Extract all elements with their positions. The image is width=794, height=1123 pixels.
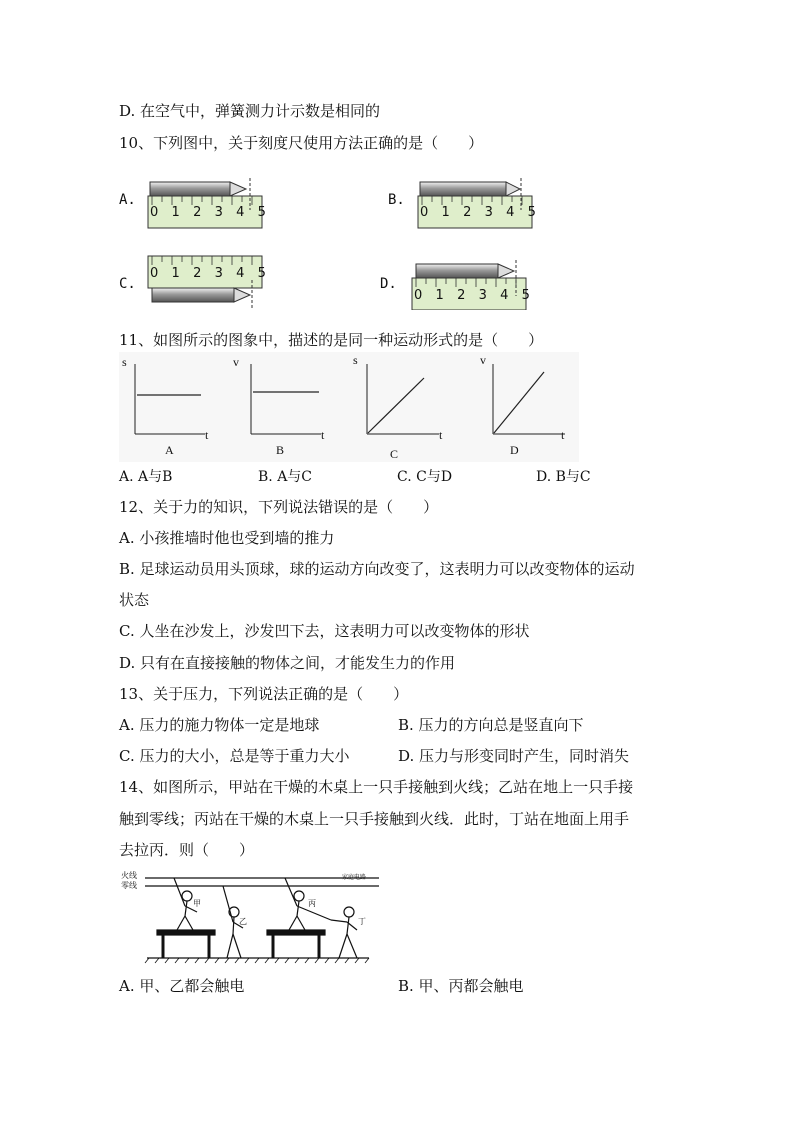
q14-stem-line1: 14、如图所示，甲站在干燥的木桌上一只手接触到火线；乙站在地上一只手接	[119, 778, 634, 796]
ruler-tick: 1	[171, 205, 180, 220]
graph-a-x-label: t	[205, 428, 209, 442]
graph-b-label: B	[276, 443, 285, 457]
ruler-option-c	[148, 256, 262, 308]
ruler-tick: 0	[150, 266, 159, 281]
ruler-tick: 3	[214, 266, 223, 281]
ruler-tick: 4	[500, 288, 509, 303]
graph-c-x-label: t	[439, 428, 443, 442]
graph-a-label: A	[165, 443, 174, 457]
ruler-tick: 1	[171, 266, 180, 281]
ruler-tick: 4	[506, 205, 515, 220]
q12-stem: 12、关于力的知识，下列说法错误的是（ ）	[119, 498, 439, 516]
live-wire-label: 火线	[121, 871, 137, 880]
neutral-wire-label: 零线	[121, 881, 137, 890]
q13-option-a: A. 压力的施力物体一定是地球	[119, 716, 320, 734]
graph-c-label: C	[390, 447, 399, 461]
q14-option-b: B. 甲、丙都会触电	[398, 977, 524, 995]
q13-option-c: C. 压力的大小，总是等于重力大小	[119, 747, 350, 765]
graph-a-y-label: s	[122, 355, 127, 369]
ruler-tick: 5	[527, 205, 536, 220]
q10-label-a: A.	[119, 192, 136, 208]
ruler-tick: 0	[150, 205, 159, 220]
q14-circuit-figure	[119, 868, 381, 964]
ruler-c-numbers	[150, 266, 266, 281]
q11-option-b: B. A与C	[258, 469, 313, 485]
ruler-tick: 0	[414, 288, 423, 303]
graph-d-label: D	[510, 443, 519, 457]
circuit-label: 家庭电路	[342, 874, 367, 881]
q13-option-d: D. 压力与形变同时产生，同时消失	[398, 747, 630, 765]
ruler-b-numbers	[420, 205, 536, 220]
person-yi-label: 乙	[239, 917, 247, 926]
ruler-tick: 2	[463, 205, 472, 220]
ruler-tick: 2	[457, 288, 466, 303]
ruler-tick: 1	[435, 288, 444, 303]
ruler-tick: 5	[257, 205, 266, 220]
ruler-option-a	[148, 178, 262, 228]
ruler-a-numbers	[150, 205, 266, 220]
q14-stem-line3: 去拉丙．则（ ）	[119, 841, 255, 859]
graph-d-y-label: v	[480, 353, 486, 367]
ruler-tick: 0	[420, 205, 429, 220]
ruler-tick: 3	[214, 205, 223, 220]
q11-stem: 11、如图所示的图象中，描述的是同一种运动形式的是（ ）	[119, 331, 544, 349]
ruler-option-b	[418, 178, 532, 228]
q12-option-d: D. 只有在直接接触的物体之间，才能发生力的作用	[119, 654, 456, 672]
q11-option-d: D. B与C	[536, 469, 591, 485]
person-bing-label: 丙	[308, 899, 316, 908]
graph-b-y-label: v	[233, 355, 239, 369]
graph-b-x-label: t	[321, 428, 325, 442]
q12-option-c: C. 人坐在沙发上，沙发凹下去，这表明力可以改变物体的形状	[119, 622, 530, 640]
ruler-tick: 3	[484, 205, 493, 220]
q10-label-c: C.	[119, 276, 136, 292]
q9-option-d: D. 在空气中，弹簧测力计示数是相同的	[119, 102, 381, 120]
ruler-tick: 5	[257, 266, 266, 281]
graph-d-x-label: t	[561, 428, 565, 442]
q10-label-d: D.	[380, 276, 397, 292]
ruler-tick: 1	[441, 205, 450, 220]
q12-option-a: A. 小孩推墙时他也受到墙的推力	[119, 529, 335, 547]
graph-c-y-label: s	[353, 353, 358, 367]
q10-stem: 10、下列图中，关于刻度尺使用方法正确的是（ ）	[119, 134, 484, 152]
ruler-d-numbers	[414, 288, 530, 303]
q12-option-b: B. 足球运动员用头顶球，球的运动方向改变了，这表明力可以改变物体的运动	[119, 560, 635, 578]
q11-option-a: A. A与B	[119, 469, 173, 485]
q14-option-a: A. 甲、乙都会触电	[119, 977, 245, 995]
ruler-tick: 5	[521, 288, 530, 303]
ruler-tick: 4	[236, 266, 245, 281]
q14-stem-line2: 触到零线；丙站在干燥的木桌上一只手接触到火线．此时，丁站在地面上用手	[119, 810, 630, 828]
q11-option-c: C. C与D	[397, 469, 453, 485]
ruler-tick: 2	[193, 266, 202, 281]
ruler-tick: 2	[193, 205, 202, 220]
person-ding-label: 丁	[358, 917, 366, 926]
ruler-tick: 4	[236, 205, 245, 220]
q10-label-b: B.	[388, 192, 405, 208]
q13-option-b: B. 压力的方向总是竖直向下	[398, 716, 584, 734]
person-jia-label: 甲	[193, 899, 201, 908]
q12-option-b-cont: 状态	[119, 591, 150, 609]
q13-stem: 13、关于压力，下列说法正确的是（ ）	[119, 685, 409, 703]
ruler-tick: 3	[478, 288, 487, 303]
